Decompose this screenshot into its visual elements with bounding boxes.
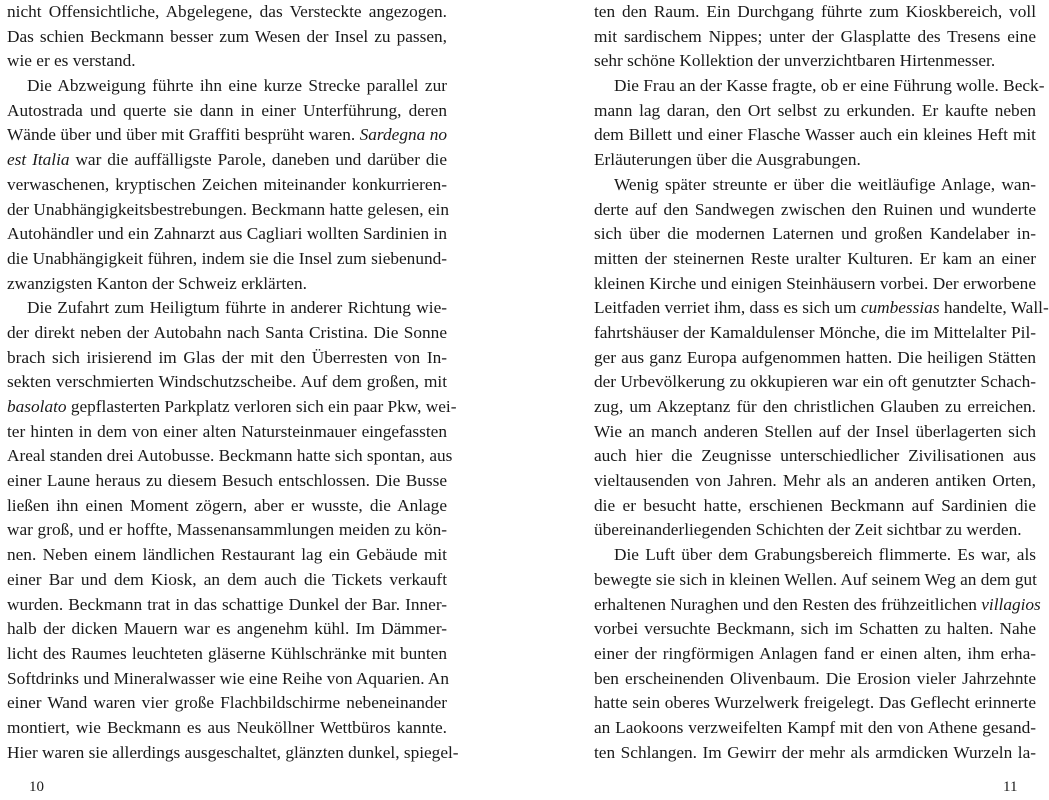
line-text: sekten verschmierten Windschutzscheibe. Auf dem großen, mit: [7, 372, 447, 392]
text-line: [594, 0, 1036, 25]
left-page: [7, 0, 459, 765]
line-text: Softdrinks und Mineralwasser wie eine Reihe von Aquarien. An: [7, 668, 450, 688]
text-line: [594, 642, 1036, 667]
line-text: brach sich irisierend im Glas der mit den Überresten von In-: [7, 347, 447, 367]
italic-term: villagios: [981, 594, 1041, 614]
line-text: Wenig später streunte er über die weitläufige Anlage, wan-: [614, 174, 1036, 194]
line-text: ließen ihn einen Moment zögern, aber er wusste, die Anlage: [7, 495, 447, 515]
text-line: [7, 74, 447, 99]
text-line: [7, 691, 447, 716]
line-text: vorbei versuchte Beckmann, sich im Schatten zu halten. Nahe: [594, 619, 1036, 639]
line-text: mann lag daran, den Ort selbst zu erkunden. Er kaufte neben: [594, 100, 1036, 120]
text-line: [7, 370, 447, 395]
text-line: [7, 642, 447, 667]
text-line: [7, 49, 447, 74]
text-line: [7, 272, 447, 297]
line-text: handelte, Wall-: [939, 298, 1049, 318]
text-line: [7, 667, 450, 692]
line-text: sehr schöne Kollektion der unverzichtbaren Hirtenmesser.: [594, 51, 996, 71]
text-line: [594, 346, 1036, 371]
line-text: Die Zufahrt zum Heiligtum führte in anderer Richtung wie-: [27, 298, 447, 318]
line-text: nicht Offensichtliche, Abgelegene, das Versteckte angezogen.: [7, 2, 447, 21]
text-line: [7, 99, 447, 124]
text-line: [7, 346, 447, 371]
text-line: [7, 296, 447, 321]
line-text: Erläuterungen über die Ausgrabungen.: [594, 150, 861, 170]
text-line: [7, 0, 447, 25]
line-text: Das schien Beckmann besser zum Wesen der Insel zu passen,: [7, 26, 447, 46]
line-text: montiert, wie Beckmann es aus Neuköllner Wettbüros kannte.: [7, 717, 447, 737]
line-text: einer Bar und dem Kiosk, an dem auch die Tickets verkauft: [7, 569, 447, 589]
text-line: [594, 25, 1036, 50]
text-line: [7, 420, 447, 445]
text-line: [7, 173, 447, 198]
text-line: [594, 444, 1036, 469]
italic-term: est Italia: [7, 150, 70, 170]
text-line: [594, 296, 1049, 321]
line-text: Leitfaden verriet ihm, dass es sich um: [594, 298, 861, 318]
text-line: [594, 691, 1036, 716]
line-text: nen. Neben einem ländlichen Restaurant lag ein Gebäude mit: [7, 545, 447, 565]
text-line: [594, 420, 1036, 445]
text-line: [7, 123, 447, 148]
text-line: [594, 99, 1036, 124]
text-line: [594, 370, 1036, 395]
text-line: [594, 198, 1036, 223]
italic-term: Sardegna no: [359, 125, 447, 145]
line-text: Hier waren sie allerdings ausgeschaltet, glänzten dunkel, spiegel-: [7, 742, 459, 762]
line-text: gepflasterten Parkplatz verloren sich ein paar Pkw, wei-: [66, 397, 457, 416]
text-line: [594, 518, 1036, 543]
line-text: derte auf den Sandwegen zwischen den Ruinen und wunderte: [594, 199, 1036, 219]
text-line: [594, 494, 1036, 519]
line-text: vieltausenden von Jahren. Mehr als an anderen antiken Orten,: [594, 471, 1036, 491]
line-text: Areal standen drei Autobusse. Beckmann hatte sich spontan, aus: [7, 446, 453, 466]
text-line: [594, 716, 1036, 741]
line-text: die er besucht hatte, erschienen Beckmann auf Sardinien die: [594, 495, 1036, 515]
page-number-right: 11: [1003, 779, 1018, 795]
text-line: [7, 148, 447, 173]
text-line: [7, 321, 447, 346]
line-text: licht des Raumes leuchteten gläserne Kühlschränke mit bunten: [7, 643, 447, 663]
line-text: übereinanderliegenden Schichten der Zeit sichtbar zu werden.: [594, 520, 1022, 540]
line-text: kleinen Kirche und einigen Steinhäusern vorbei. Der erworbene: [594, 273, 1036, 293]
line-text: hatte sein oberes Wurzelwerk freigelegt. Das Geflecht erinnerte: [594, 693, 1036, 713]
text-line: [7, 444, 453, 469]
text-line: [7, 494, 447, 519]
line-text: zug, um Akzeptanz für den christlichen Glauben zu erreichen.: [594, 397, 1036, 416]
text-line: [7, 543, 447, 568]
text-line: [7, 198, 447, 223]
text-line: [7, 469, 447, 494]
line-text: der Unabhängigkeitsbestrebungen. Beckmann hatte gelesen, ein: [7, 199, 449, 219]
text-line: [7, 593, 447, 618]
line-text: die Unabhängigkeit führen, indem sie die Insel zum siebenund-: [7, 248, 447, 268]
text-line: [594, 247, 1036, 272]
text-line: [594, 469, 1036, 494]
text-line: [7, 716, 447, 741]
text-line: [594, 123, 1036, 148]
line-text: fahrtshäuser der Kamaldulenser Mönche, die im Mittelalter Pil-: [594, 322, 1036, 342]
line-text: mitten der steinernen Reste uralter Kulturen. Er kam an einer: [594, 248, 1036, 268]
line-text: sich über die modernen Laternen und großen Kandelaber in-: [594, 224, 1036, 244]
line-text: ten Schlangen. Im Gewirr der mehr als armdicken Wurzeln la-: [594, 742, 1036, 762]
text-line: [594, 568, 1036, 593]
text-line: [594, 667, 1036, 692]
text-line: [594, 148, 1036, 173]
text-line: [7, 518, 447, 543]
line-text: der direkt neben der Autobahn nach Santa Cristina. Die Sonne: [7, 322, 447, 342]
text-line: [594, 395, 1036, 420]
line-text: halb der dicken Mauern war es angenehm kühl. Im Dämmer-: [7, 619, 447, 639]
line-text: ben erscheinenden Olivenbaum. Die Erosion vieler Jahrzehnte: [594, 668, 1036, 688]
text-line: [594, 617, 1036, 642]
line-text: Die Frau an der Kasse fragte, ob er eine Führung wolle. Beck-: [614, 76, 1045, 96]
text-line: [7, 247, 447, 272]
line-text: wurden. Beckmann trat in das schattige Dunkel der Bar. Inner-: [7, 594, 447, 614]
text-line: [594, 74, 1045, 99]
text-line: [594, 543, 1036, 568]
text-line: [594, 741, 1036, 766]
line-text: war die auffälligste Parole, daneben und darüber die: [69, 150, 447, 170]
line-text: war groß, und er hoffte, Massenansammlungen meiden zu kön-: [7, 520, 447, 540]
line-text: wie er es verstand.: [7, 51, 136, 71]
text-line: [7, 222, 447, 247]
line-text: an Laokoons verzweifelten Kampf mit den von Athene gesand-: [594, 717, 1036, 737]
line-text: einer Wand waren vier große Flachbildschirme nebeneinander: [7, 693, 447, 713]
line-text: Die Abzweigung führte ihn eine kurze Strecke parallel zur: [27, 76, 447, 96]
italic-term: basolato: [7, 397, 67, 416]
line-text: ten den Raum. Ein Durchgang führte zum Kioskbereich, voll: [594, 2, 1036, 21]
line-text: ger aus ganz Europa aufgenommen hatten. Die heiligen Stätten: [594, 347, 1036, 367]
text-line: [594, 49, 1036, 74]
line-text: mit sardischem Nippes; unter der Glasplatte des Tresens eine: [594, 26, 1036, 46]
page-number-left: 10: [29, 779, 44, 795]
text-line: [594, 173, 1036, 198]
text-line: [594, 272, 1036, 297]
line-text: Wie an manch anderen Stellen auf der Insel überlagerten sich: [594, 421, 1036, 441]
line-text: Die Luft über dem Grabungsbereich flimmerte. Es war, als: [614, 545, 1036, 565]
text-line: [7, 617, 447, 642]
line-text: dem Billett und einer Flasche Wasser auch ein kleines Heft mit: [594, 125, 1036, 145]
text-line: [7, 25, 447, 50]
line-text: einer Laune heraus zu diesem Besuch entschlossen. Die Busse: [7, 471, 447, 491]
text-line: [7, 741, 459, 766]
line-text: auch hier die Zeugnisse unterschiedlicher Zivilisationen aus: [594, 446, 1036, 466]
line-text: zwanzigsten Kanton der Schweiz erklärten.: [7, 273, 307, 293]
line-text: bewegte sie sich in kleinen Wellen. Auf seinem Weg an dem gut: [594, 569, 1037, 589]
text-line: [7, 568, 447, 593]
text-line: [7, 395, 457, 420]
line-text: der Urbevölkerung zu okkupieren war ein oft genutzter Schach-: [594, 372, 1036, 392]
line-text: Autostrada und querte sie dann in einer Unterführung, deren: [7, 100, 447, 120]
text-line: [594, 222, 1036, 247]
right-page: [594, 0, 1049, 765]
line-text: einer der ringförmigen Anlagen fand er einen alten, ihm erha-: [594, 643, 1036, 663]
line-text: ter hinten in dem von einer alten Natursteinmauer eingefassten: [7, 421, 447, 441]
text-line: [594, 593, 1041, 618]
italic-term: cumbessias: [860, 298, 940, 318]
text-line: [594, 321, 1036, 346]
line-text: Wände über und über mit Graffiti besprüht waren.: [7, 125, 360, 145]
line-text: verwaschenen, kryptischen Zeichen miteinander konkurrieren-: [7, 174, 447, 194]
line-text: erhaltenen Nuraghen und den Resten des frühzeitlichen: [594, 594, 982, 614]
line-text: Autohändler und ein Zahnarzt aus Cagliari wollten Sardinien in: [7, 224, 447, 244]
